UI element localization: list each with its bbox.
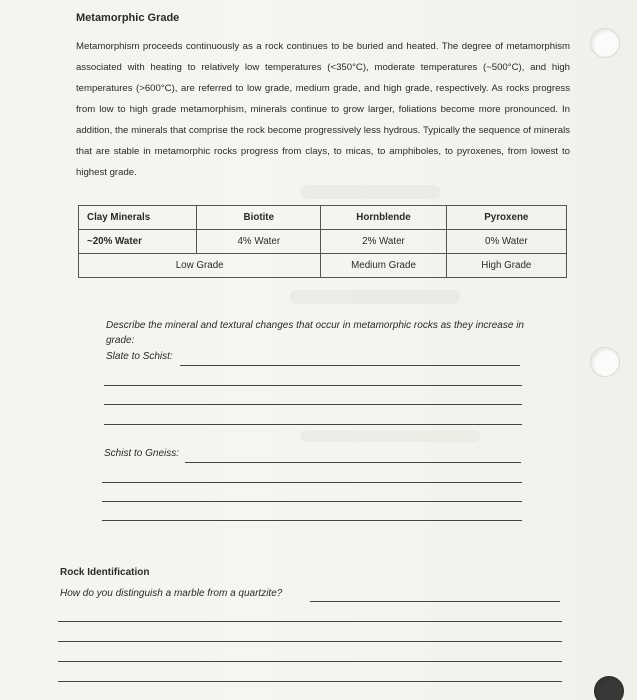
answer-line[interactable]: [185, 462, 521, 463]
section-title: Metamorphic Grade: [76, 12, 180, 24]
show-through-shadow: [300, 430, 480, 442]
schist-to-gneiss-label: Schist to Gneiss:: [104, 448, 180, 459]
answer-line[interactable]: [58, 661, 562, 662]
table-cell: 2% Water: [321, 230, 446, 254]
binder-hole-bottom: [594, 676, 624, 700]
show-through-shadow: [290, 290, 460, 304]
table-cell: Hornblende: [321, 206, 446, 230]
answer-line[interactable]: [102, 520, 522, 521]
question-prompt: Describe the mineral and textural changes that occur in metamorphic rocks as they increase in grade:: [106, 320, 524, 346]
binder-hole-middle: [590, 347, 620, 377]
slate-to-schist-label: Slate to Schist:: [106, 351, 173, 362]
table-cell: 0% Water: [446, 230, 566, 254]
binder-hole-top: [590, 28, 620, 58]
table-cell: Clay Minerals: [79, 206, 197, 230]
table-cell: High Grade: [446, 254, 566, 278]
table-row-minerals: [79, 206, 567, 230]
table-row-water: [79, 230, 567, 254]
answer-line[interactable]: [104, 424, 522, 425]
table-cell: Biotite: [197, 206, 321, 230]
answer-line[interactable]: [104, 385, 522, 386]
answer-line[interactable]: [310, 601, 560, 602]
section-paragraph: Metamorphism proceeds continuously as a rock continues to be buried and heated. The degree of metamorphism associated with heating to relatively low temperatures (<350°C), moderate temperatures (~500°C), and high temperatures (>600°C), are referred to low grade, medium grade, and high grade, respectively. As rocks progress from low to high grade metamorphism, minerals continue to grow larger, foliations become more pronounced. In addition, the minerals that comprise the rock become progressively less hydrous. Typically the sequence of minerals that are stable in metamorphic rocks progress from clays, to micas, to amphiboles, to pyroxenes, from lowest to highest grade.: [76, 41, 570, 178]
table-cell: Pyroxene: [446, 206, 566, 230]
mineral-grade-table: [78, 205, 567, 278]
table-cell: ~20% Water: [79, 230, 197, 254]
answer-line[interactable]: [102, 482, 522, 483]
rock-identification-question: How do you distinguish a marble from a quartzite?: [60, 588, 283, 599]
table-cell: Low Grade: [79, 254, 321, 278]
table-cell: Medium Grade: [321, 254, 446, 278]
answer-line[interactable]: [102, 501, 522, 502]
table-cell: 4% Water: [197, 230, 321, 254]
answer-line[interactable]: [58, 621, 562, 622]
answer-line[interactable]: [104, 404, 522, 405]
show-through-shadow: [300, 185, 440, 199]
answer-line[interactable]: [58, 641, 562, 642]
rock-identification-title: Rock Identification: [60, 567, 150, 578]
answer-line[interactable]: [180, 365, 520, 366]
answer-line[interactable]: [58, 681, 562, 682]
table-row-grades: [79, 254, 567, 278]
